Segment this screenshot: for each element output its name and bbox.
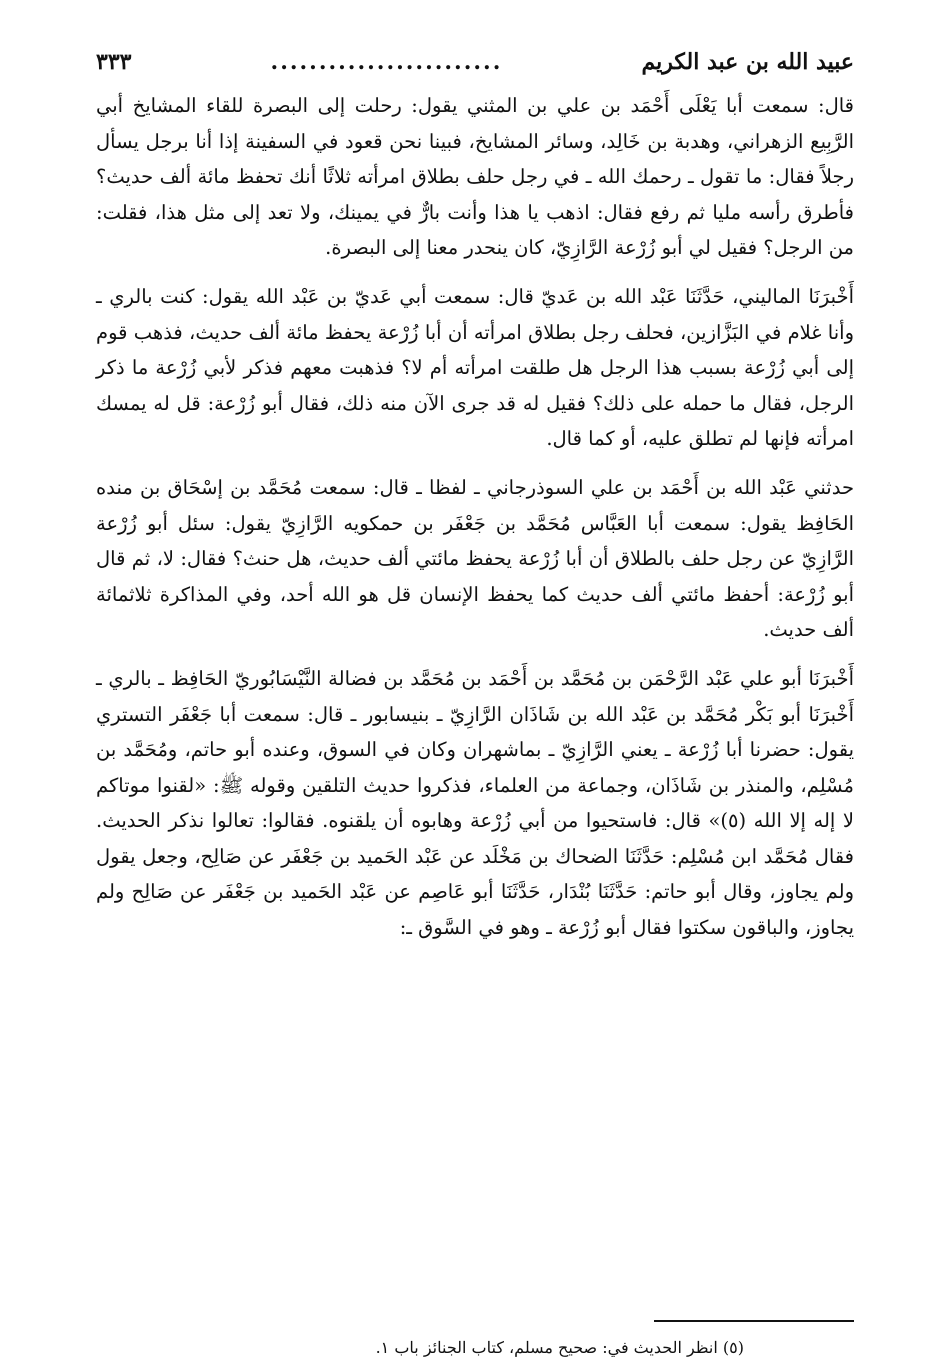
book-page — [96, 40, 854, 1357]
leader-dots: ........................ — [270, 49, 503, 75]
paragraph-3: حدثني عَبْد الله بن أَحْمَد بن علي السوذرجاني ـ لفظا ـ قال: سمعت مُحَمَّد بن إسْحَاق بن منده الحَافِظ يقول: سمعت أبا العَبَّاس مُحَمَّد بن جَعْفَر بن حمكويه الرَّازِيّ يقول: سئل أبو زُرْعة الرَّازِيّ عن رجل حلف بالطلاق أن أبا زُرْعة يحفظ مائتي ألف حديث، هل حنث؟ فقال: لا، ثم قال أبو زُرْعة: أحفظ مائتي ألف حديث كما يحفظ الإنسان قل هو الله أحد، وفي المذاكرة ثلاثمائة ألف حديث. — [96, 475, 854, 642]
footnote: (٥) انظر الحديث في: صحيح مسلم، كتاب الجنائز باب ١. — [375, 1338, 744, 1357]
footnote-divider — [654, 1320, 854, 1322]
page-body — [96, 88, 854, 946]
running-title: عبيد الله بن عبد الكريم — [641, 49, 854, 75]
paragraph-4: أَخْبرَنَا أبو علي عَبْد الرَّحْمَن بن مُحَمَّد بن أَحْمَد بن مُحَمَّد بن فضالة النَّيْسَابُوريّ الحَافِظ ـ بالري ـ أَخْبرَنَا أبو بَكْر مُحَمَّد بن عَبْد الله بن شَاذَان الرَّازِيّ ـ بنيسابور ـ قال: سمعت أبا جَعْفَر التستري يقول: حضرنا أبا زُرْعة ـ يعني الرَّازِيّ ـ بماشهران وكان في السوق، وعنده أبو حاتم، ومُحَمَّد بن مُسْلِم، والمنذر بن شَاذَان، وجماعة من العلماء، فذكروا حديث التلقين وقوله ﷺ: «لقنوا موتاكم لا إله إلا الله (٥)» قال: فاستحيوا من أبي زُرْعة وهابوه أن يلقنوه. فقالوا: تعالوا نذكر الحديث. فقال مُحَمَّد ابن مُسْلِم: حَدَّثَنَا الضحاك بن مَخْلَد عن عَبْد الحَميد بن جَعْفَر عن صَالِح، وجعل يقول ولم يجاوز، وقال أبو حاتم: حَدَّثَنَا بُنْدَار، حَدَّثَنَا أبو عَاصِم عن عَبْد الحَميد بن جَعْفَر عن صَالِح ولم يجاوز، والباقون سكتوا فقال أبو زُرْعة ـ وهو في السَّوق ـ: — [96, 666, 854, 940]
page-header — [96, 40, 854, 84]
page-number: ٣٣٣ — [96, 49, 132, 75]
paragraph-1: قال: سمعت أبا يَعْلَى أَحْمَد بن علي بن المثني يقول: رحلت إلى البصرة للقاء المشايخ أبي الرَّبِيع الزهراني، وهدبة بن خَالِد، وسائر المشايخ، فبينا نحن قعود في السفينة إذا أنا برجل يسأل رجلاً فقال: ما تقول ـ رحمك الله ـ في رجل حلف بطلاق امرأته ثلاثًا أنك تحفظ مائة ألف حديث؟ فأطرق رأسه مليا ثم رفع فقال: اذهب يا هذا وأنت بارٌّ في يمينك، ولا تعد إلى مثل هذا، فقلت: من الرجل؟ فقيل لي أبو زُرْعة الرَّازِيّ، كان ينحدر معنا إلى البصرة. — [96, 94, 854, 260]
paragraph-2: أَخْبرَنَا الماليني، حَدَّثَنَا عَبْد الله بن عَديّ قال: سمعت أبي عَديّ بن عَبْد الله يقول: كنت بالري ـ وأنا غلام في البَزَّازين، فحلف رجل بطلاق امرأته أن أبا زُرْعة يحفظ مائة ألف حديث، فذهب قوم إلى أبي زُرْعة بسبب هذا الرجل هل طلقت امرأته أم لا؟ فذهبت معهم فذكر لأبي زُرْعة ما ذكر الرجل، فقال ما حمله على ذلك؟ فقيل له قد جرى الآن منه ذلك، فقال أبو زُرْعة: قل له يمسك امرأته فإنها لم تطلق عليه، أو كما قال. — [96, 284, 854, 451]
